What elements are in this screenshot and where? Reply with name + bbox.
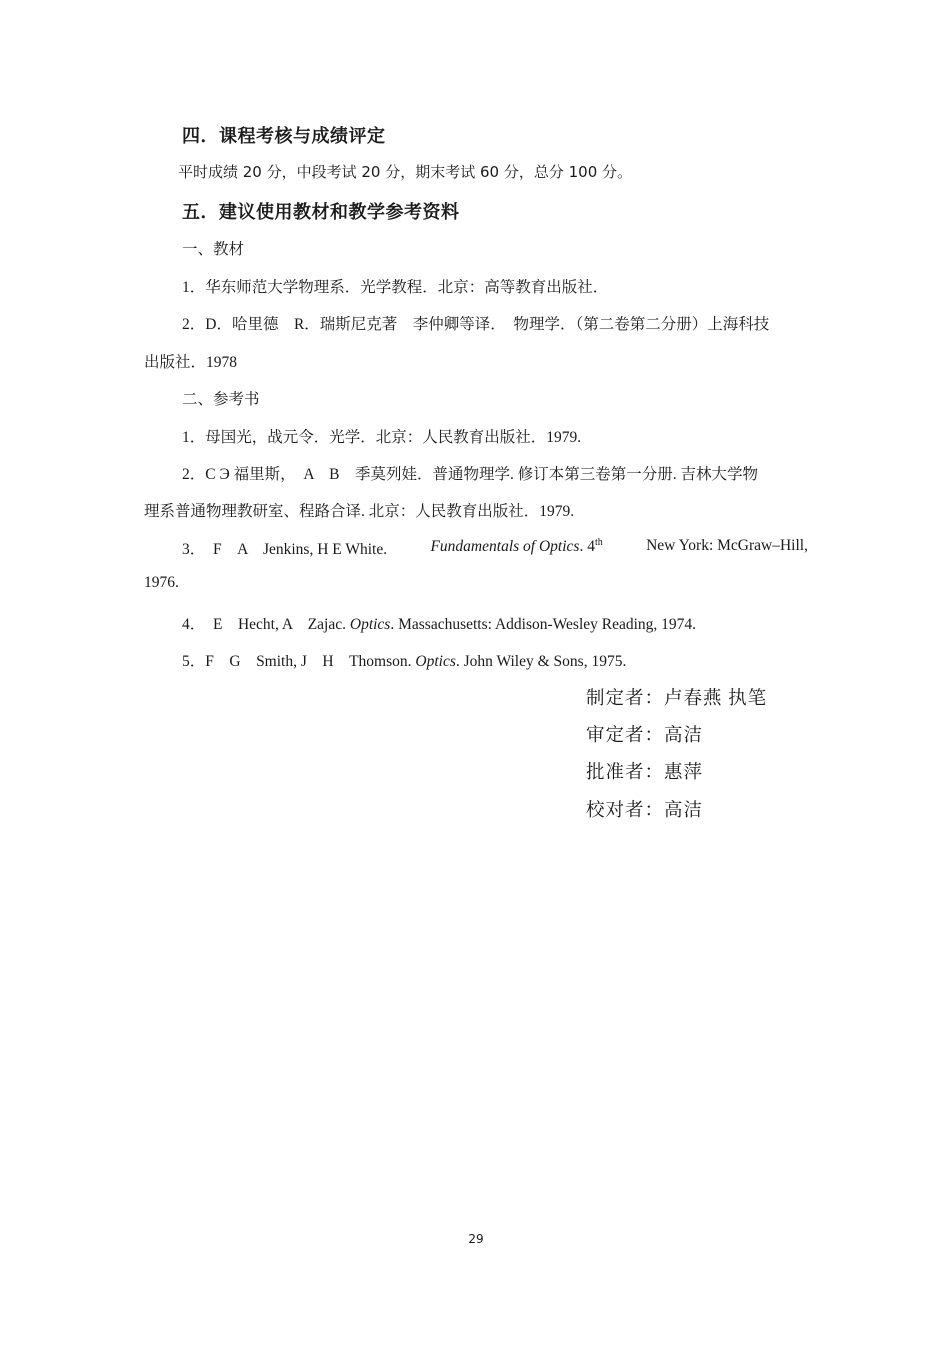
- reference-5: [182, 649, 626, 671]
- reference-3-prefix: 3． F A Jenkins, H E White.: [182, 541, 388, 558]
- signature-approver: 批准者：惠萍: [586, 763, 704, 783]
- reference-3-rest: New York: McGraw–Hill,: [646, 537, 808, 554]
- reference-3-sup: th: [594, 537, 603, 548]
- reference-5-prefix: 5．F G Smith, J H Thomson.: [182, 653, 412, 670]
- textbook-2-line-1: [182, 312, 808, 334]
- reference-4: [182, 612, 696, 634]
- textbook-2-line-2: 出版社．1978: [144, 354, 238, 371]
- reference-2-line-1: 2．C Э 福里斯， A B 季莫列娃．普通物理学. 修订本第三卷第一分册. 吉林大学物: [182, 466, 759, 483]
- reference-5-rest: . John Wiley & Sons, 1975.: [455, 653, 627, 670]
- reference-4-prefix: 4． E Hecht, A Zajac.: [182, 616, 346, 633]
- textbooks-label: 一、教材: [182, 241, 245, 258]
- grading-text: 平时成绩 20 分，中段考试 20 分，期末考试 60 分，总分 100 分。: [178, 163, 633, 181]
- reference-3-title: Fundamentals of Optics: [430, 538, 580, 556]
- reference-3-line-1: [182, 537, 808, 559]
- section-5-heading: 五．建议使用教材和教学参考资料: [182, 202, 460, 223]
- signature-proofreader: 校对者：高洁: [586, 801, 704, 821]
- signature-author: 制定者：卢春燕 执笔: [586, 689, 768, 709]
- reference-4-rest: . Massachusetts: Addison-Wesley Reading, 1974.: [390, 616, 697, 633]
- reference-5-title: Optics: [415, 653, 456, 670]
- reference-1: 1．母国光，战元令．光学．北京：人民教育出版社．1979.: [182, 429, 582, 446]
- reference-3-title-group: [430, 537, 602, 559]
- reference-3-edition: . 4: [579, 538, 595, 556]
- reference-4-title: Optics: [349, 616, 391, 633]
- page-number: 29: [468, 1232, 484, 1246]
- references-label: 二、参考书: [182, 391, 260, 408]
- reference-2-line-2: 理系普通物理教研室、程路合译. 北京：人民教育出版社．1979.: [144, 503, 575, 520]
- signature-reviewer: 审定者：高洁: [586, 726, 704, 746]
- section-4-heading: 四．课程考核与成绩评定: [182, 126, 386, 147]
- textbook-2-text: 2．D．哈里德 R．瑞斯尼克著 李仲卿等译． 物理学．（第二卷第二分册）上海科技: [182, 316, 770, 333]
- reference-3-year: 1976.: [144, 574, 179, 591]
- textbook-1: 1．华东师范大学物理系．光学教程．北京：高等教育出版社．: [182, 279, 609, 296]
